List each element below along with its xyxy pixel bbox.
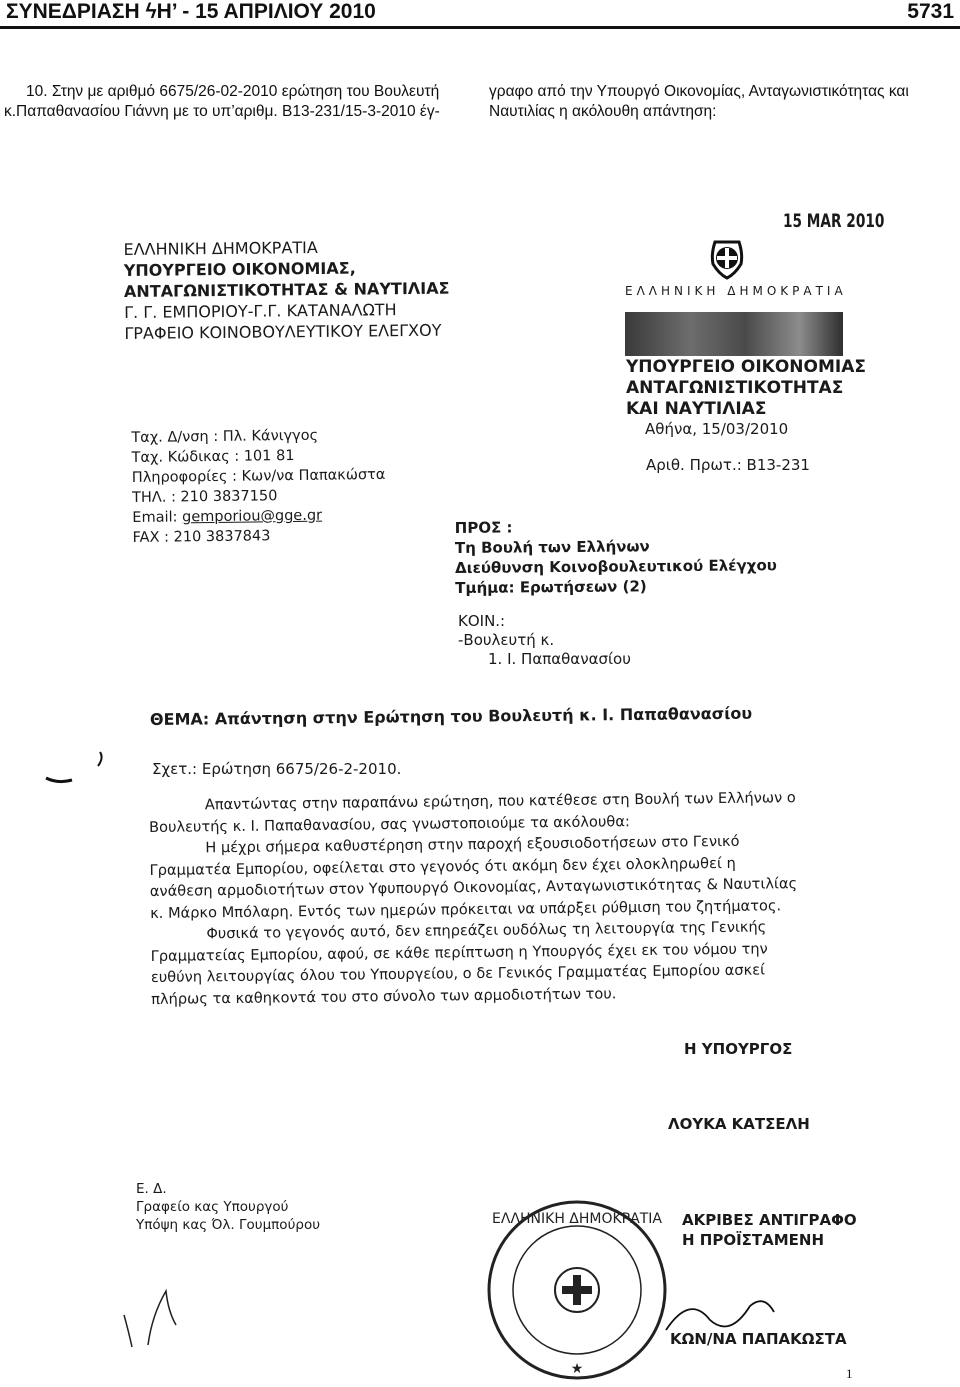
contact-email-link[interactable]: gemporiou@gge.gr: [181, 507, 323, 526]
contact-email-label: Email:: [132, 509, 178, 526]
sender-line: ΥΠΟΥΡΓΕΙΟ ΟΙΚΟΝΟΜΙΑΣ,: [123, 258, 356, 281]
body-line: ανάθεση αρμοδιοτήτων στον Υφυπουργό Οικονομίας, Ανταγωνιστικότητας & Ναυτιλίας: [149, 875, 798, 901]
body-line: Η μέχρι σήμερα καθυστέρηση στην παροχή εξουσιοδοτήσεων στο Γενικό: [205, 832, 740, 857]
cc-line: -Βουλευτή κ.: [458, 631, 555, 649]
body-line: πλήρως τα καθηκοντά του στο σύνολο των αρμοδιοτήτων του.: [151, 984, 617, 1008]
letter-reference: Σχετ.: Ερώτηση 6675/26-2-2010.: [152, 760, 402, 778]
body-line: Φυσικά το γεγονός αυτό, δεν επηρεάζει ουδόλως τη λειτουργία της Γενικής: [206, 918, 767, 943]
distribution-line: Γραφείο κας Υπουργού: [136, 1199, 289, 1215]
ministry-line: ΑΝΤΑΓΩΝΙΣΤΙΚΟΤΗΤΑΣ: [626, 378, 844, 398]
certifier-name: ΚΩΝ/ΝΑ ΠΑΠΑΚΩΣΤΑ: [670, 1330, 847, 1348]
letter-page-number: 1: [846, 1366, 853, 1381]
ministry-line: ΥΠΟΥΡΓΕΙΟ ΟΙΚΟΝΟΜΙΑΣ: [626, 357, 866, 377]
official-seal-stamp-icon: [482, 1195, 672, 1385]
sender-line: ΑΝΤΑΓΩΝΙΣΤΙΚΟΤΗΤΑΣ & ΝΑΥΤΙΛΙΑΣ: [123, 278, 450, 301]
contact-fax: FAX : 210 3837843: [132, 528, 271, 546]
letter-date: Αθήνα, 15/03/2010: [645, 420, 789, 438]
recipient-line: Διεύθυνση Κοινοβουλευτικού Ελέγχου: [455, 556, 777, 577]
contact-block: [131, 425, 386, 548]
contact-phone: ΤΗΛ. : 210 3837150: [132, 488, 278, 506]
recipient-line: Τη Βουλή των Ελλήνων: [454, 537, 650, 558]
letter-body: [149, 787, 799, 1010]
sender-line: ΕΛΛΗΝΙΚΗ ΔΗΜΟΚΡΑΤΙΑ: [123, 237, 318, 260]
contact-info: Πληροφορίες : Κων/να Παπακώστα: [131, 466, 386, 487]
cc-block: [458, 612, 631, 669]
greek-coat-of-arms-icon: [707, 236, 747, 280]
distribution-line: Υπόψη κας Όλ. Γουμπούρου: [136, 1217, 321, 1233]
body-line: Γραμματείας Εμπορίου, αφού, σε κάθε περίπτωση η Υπουργός έχει εκ του νόμου την: [150, 939, 768, 965]
distribution-block: [136, 1180, 320, 1234]
body-line: ευθύνη λειτουργίας όλου του Υπουργείου, ο δε Γενικός Γραμματέας Εμπορίου ασκεί: [150, 961, 766, 986]
distribution-line: Ε. Δ.: [136, 1181, 167, 1197]
contact-address: Ταχ. Δ/νση : Πλ. Κάνιγγος: [131, 427, 319, 447]
journal-header-title: ΣΥΝΕΔΡΙΑΣΗ ϟΗ’ - 15 ΑΠΡΙΛΙΟΥ 2010: [6, 0, 376, 23]
journal-page-number: 5731: [907, 0, 954, 23]
svg-text:ΕΛΛΗΝΙΚΗ ΔΗΜΟΚΡΑΤΙΑ: ΕΛΛΗΝΙΚΗ ΔΗΜΟΚΡΑΤΙΑ: [492, 1211, 662, 1227]
sender-line: Γ. Γ. ΕΜΠΟΡΙΟΥ-Γ.Γ. ΚΑΤΑΝΑΛΩΤΗ: [124, 300, 397, 322]
protocol-number: Αριθ. Πρωτ.: Β13-231: [646, 456, 810, 474]
ministry-line: ΚΑΙ ΝΑΥΤΙΛΙΑΣ: [626, 399, 767, 419]
body-line: Βουλευτής κ. Ι. Παπαθανασίου, σας γνωστοποιούμε τα ακόλουθα:: [148, 812, 630, 836]
certified-copy-block: [682, 1210, 857, 1250]
intro-right-line-2: Ναυτιλίας η ακόλουθη απάντηση:: [489, 103, 717, 120]
header-rule: [0, 26, 960, 29]
certified-copy-line: ΑΚΡΙΒΕΣ ΑΝΤΙΓΡΑΦΟ: [682, 1211, 857, 1229]
certified-copy-line: Η ΠΡΟΪΣΤΑΜΕΝΗ: [682, 1231, 825, 1249]
minister-name: ΛΟΥΚΑ ΚΑΤΣΕΛΗ: [668, 1115, 810, 1133]
contact-postcode: Ταχ. Κώδικας : 101 81: [131, 448, 295, 467]
cc-line: 1. Ι. Παπαθανασίου: [488, 650, 631, 668]
sender-block: [123, 237, 450, 344]
sender-line: ΓΡΑΦΕΙΟ ΚΟΙΝΟΒΟΥΛΕΥΤΙΚΟΥ ΕΛΕΓΧΟΥ: [124, 320, 442, 343]
letter-subject: ΘΕΜΑ: Απάντηση στην Ερώτηση του Βουλευτή κ. Ι. Παπαθανασίου: [149, 703, 753, 729]
intro-left-line-1: 10. Στην με αριθμό 6675/26-02-2010 ερώτηση του Βουλευτή: [26, 83, 440, 100]
intro-right-line-1: γραφο από την Υπουργό Οικονομίας, Ανταγωνιστικότητας και: [489, 83, 909, 100]
intro-left-line-2: κ.Παπαθανασίου Γιάννη με το υπ’αριθμ. Β13-231/15-3-2010 έγ-: [4, 103, 440, 120]
recipient-line: Τμήμα: Ερωτήσεων (2): [455, 577, 647, 597]
ministry-block: [626, 357, 866, 420]
svg-text:★: ★: [570, 1360, 584, 1376]
received-date-stamp: 15 MAR 2010: [783, 210, 885, 232]
republic-label: ΕΛΛΗΝΙΚΗ ΔΗΜΟΚΡΑΤΙΑ: [625, 284, 847, 298]
handwritten-mark-icon: [38, 748, 108, 788]
body-line: Γραμματέα Εμπορίου, οφείλεται στο γεγονός ότι ακόμη δεν έχει ολοκληρωθεί η: [149, 854, 736, 879]
cc-line: ΚΟΙΝ.:: [458, 612, 506, 630]
recipient-line: ΠΡΟΣ :: [454, 518, 513, 538]
ministry-banner-image: [625, 312, 843, 356]
minister-title: Η ΥΠΟΥΡΓΟΣ: [684, 1040, 793, 1058]
body-line: κ. Μάρκο Μπόλαρη. Εντός των ημερών πρόκειται να υπάρξει ρύθμιση του ζητήματος.: [150, 896, 782, 922]
recipient-block: [455, 515, 777, 598]
body-line: Απαντώντας στην παραπάνω ερώτηση, που κατέθεσε στη Βουλή των Ελλήνων ο: [204, 789, 796, 814]
handwritten-initials-icon: [118, 1285, 188, 1355]
